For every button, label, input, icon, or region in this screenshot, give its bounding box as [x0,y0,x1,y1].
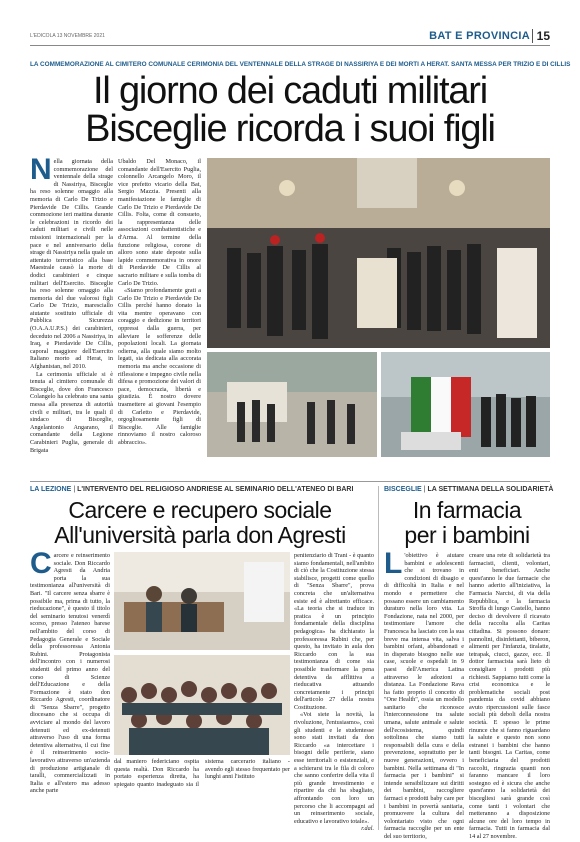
page-number: 15 [532,29,550,43]
article3-col2-text: creare una rete di solidarietà tra farmacisti, clienti, volontari, enti beneficiari. Anche quest'anno le due farmacie che hanno aderito all'iniziativa, la Farmacia Narcisi, di via della Repubblica, e la farmacia Stroffa di lungo Castello, hanno deciso di devolvere il ricavato della raccolta alla Caritas cittadina. Si possono donare: pannolini, disinfettanti, biberon, alimenti per l'infanzia, tiralatte, tetrapak, ciucci, gazze, ecc. Il dottor farmacista sarà lieto di consigliare i prodotti più richiesti. Sappiamo tutti come la crisi economica e le problematiche sociali post pandemia da covid abbiano avuto ripercussioni sulle fasce sociali più deboli della nostra società. E spesso le prime rinunce che si fanno riguardano la salute e questo non sono estranei i bambini che hanno tanti bisogni. La Caritas, come beneficiaria del prodotti raccolti, ringrazia quanti non faranno mancare il loro sostegno ed è sicura che anche quest'anno la solidarietà dei biscegliesi sarà grande così come tanti i volontari che metteranno a disposizione alcune ore del loro tempo in farmacia. Tutti in farmacia dal 14 al 27 novembre. [469,552,550,840]
main-kicker-text: AL CIMITERO COMUNALE CERIMONIA DEL VENTENNALE DELLA STRAGE DI NASSIRIYA E DEI MORTI A HERAT. SANTA MESSA PER TRIZIO E DI CILLIS [105,61,571,68]
main-col2-text: Ubaldo Del Monaco, il comandante dell'Esercito Puglia, colonnello Arcangelo Moro, il vice prefetto vicario della Bat, Sergio Mazzia. Presenti alla manifestazione le famiglie di Carlo De Trizio e Pierdavide De Cillis. Folta, come di consueto, la rappresentanza delle associazioni combattentistiche e d'Arma. Al termine della funzione religiosa, corone di alloro sono state deposte sulla lapide commemorativa in onore di Pierdavide De Cillis al sacrario militare e sulla tomba di Carlo De Trizio. [118,158,201,287]
section-divider [30,481,550,482]
article2-column-2 [294,552,374,833]
main-col1-text: ella giornata della commemorazione del ventennale della strage di Nassiriya, Bisceglie ha reso solenne omaggio alla memoria di Carlo De Trizio e Pierdavide De Cillis. Grande commozione ieri mattina durante le celebrazioni in ricordo dei caduti militari e civili nelle missioni internazionali per la pace e nel anniversario della strage di Nassiriya nella quale un attentato terroristico alla base Maestrale causò la morte di dodici carabinieri e cinque militari dell'Esercito. Bisceglie ha reso solenne omaggio alla memoria del due valorosi figli Carlo De Trizio, maresciallo aiutante sostituto ufficiale di Pubblica Sicurezza (O.A.A.U.P.S.) dei carabinieri, deceduto nel 2006 a Nassiriya, in Iraq, e Pierdavide De Cillis, caporal maggiore dell'Esercito Italiano morto ad Herat, in Afghanistan, nel 2010. [30,158,113,371]
page-header [30,28,550,46]
main-headline-line2: Bisceglie ricorda i suoi figli [85,108,495,150]
main-dropcap: N [30,153,52,186]
article2-bottom-text [114,758,290,830]
main-headline [30,72,550,148]
article3-kicker: BISCEGLIE | LA SETTIMANA DELLA SOLIDARIETÀ [384,486,554,493]
seminar-photo-1 [114,552,290,650]
article2-bottom-paragraph: dal maniero federiciano ospita questa realtà. Don Riccardo ha portato esperienza diretta, ha spiegato quanto inadeguato sia il sistema carcerario italiano - avendo egli stesso frequentato per lunghi anni l'istituto [114,758,290,788]
seminar-photo-2 [114,655,290,755]
main-column-2 [118,158,201,478]
cemetery-photo-right [381,352,550,457]
article2-headline [30,498,370,548]
article2-kicker: LA LEZIONE | L'INTERVENTO DEL RELIGIOSO ANDRIESE AL SEMINARIO DELL'ATENEO DI BARI [30,486,354,493]
article3-headline-line2: per i bambini [404,522,530,548]
article3-headline [384,498,550,548]
main-col2b-text: «Siamo profondamente grati a Carlo De Trizio e Pierdavide De Cillis perché hanno donato la vita mentre operavano con coraggio e dedizione in territori oppressi dalla guerra, per alleviare le sofferenze delle popolazioni locali. La giornata odierna, alla quale siamo molto legati, sia dedicata alla accorata memoria ma anche occasione di riflessione e impegno civile nella difesa e promozione dei valori di pace, democrazia, libertà e giustizia. È nostro dovere trasmettere ai giovani l'esempio di Carletto e Pierdavide, orgogliosamente figli di Bisceglie. Alle famiglie rinnoviamo il nostro caloroso abbraccio». [118,287,201,446]
article3-col1-text: 'obiettivo è aiutare bambini e adolescenti che si trovano in condizioni di disagio e di difficoltà in Italia e nel mondo e permettere che possano essere un cambiamento duraturo nella loro vita. La Fondazione, nata nel 2000, per testimoniare l'amore che Francesca ha lasciato con la sua breve ma intensa vita, salva i bambini orfani, abbandonati e in disperato bisogno nelle sue case, scuole e ospedali in 9 paesi dell'America Latina attraverso le adozioni a distanza. La Fondazione Rava ha fatto proprio il concetto di "One Health", ossia un modello sanitario che riconosce l'interconnessione tra salute umana, salute animale e salute dell'ecosistema, quindi sottolinea che siamo tutti responsabili della cura e della prevenzione, soprattutto per le nuove generazioni, ovvero i bambini. Nella settimana di "In farmacia per i bambini" si intende sensibilizzare sui diritti dei bambini, raccogliere farmaci e prodotti baby care per i bambini in povertà sanitaria, promuovere la cultura del volontariato visto che ogni farmacia raccoglie per un ente del suo territorio, [384,552,464,840]
main-headline-line1: Il giorno dei caduti militari [93,70,487,112]
article2-col2b-text: «Voi siete la novità, la rivoluzione, l'entusiasmo», così gli studenti e le studentesse sono stati invitati da don Riccardo «a intercettare i bisogni delle periferie, siano esse territoriali o esistenziali, e a schierarsi tra le fila di coloro che sanno conferire della vita il più grande investimento e ripartire da chi ha sbagliato, affrontando con loro un percorso che li accompagni ad un reinserimento sociale, educativo e lavorativo totale». [294,711,374,825]
article2-kicker-text: L'INTERVENTO DEL RELIGIOSO ANDRIESE AL SEMINARIO DELL'ATENEO DI BARI [77,486,354,493]
article2-col2-text: penitenziario di Trani - è quanto siamo fondamentali, nell'ambito di ciò che la Costituzione stessa stabilisce, progetti come quello di "Senza Sbarre", prova concreta che un'alternativa esiste ed è altrettanto efficace. «La teoria che si traduce in pratica è un principio fondamentale della disciplina pedagogica» ha dichiarato la professoressa Rubini che, per questo, ha invitato in aula don Riccardo con la sua testimonianza di come sia possibile trasformare la pena detentiva da afflittiva a rieducativa attuando concretamente i principi dell'articolo 27 della nostra Costituzione. [294,552,374,711]
article2-col1-text: arcere e reinserimento sociale. Don Riccardo Agresti da Andria porta la sua testimonianza all'università di Bari. "Il carcere senza sbarre è possibile ma, prima di tutto, la rieducazione", è questo il titolo del seminario tenutosi venerdì scorso, presso l'ateneo barese nell'ambito del corso di Pedagogia Generale e Sociale della professoressa Antonia Rubini. Protagonista dell'incontro con i numerosi studenti del primo anno del corso di Scienze dell'Educazione e della Formazione è stato don Riccardo Agresti, coordinatore di "Senza Sbarre", progetto diocesano che si occupa di avviciare al mondo del lavoro detenuti ed ex-detenuti attraverso l'uso di una forma detentiva alternativa, il cui fine è il reinserimento socio-lavorativo attraverso un'azienda di produzione artigianale di taralli, commercializzati in Italia e all'estero ma adesso anche parte [30,552,110,795]
section-title: BAT E PROVINCIA [429,30,530,42]
main-col1b-text: La cerimonia ufficiale si è tenuta al cimitero comunale di Bisceglie, dove don Francesco Colangelo ha celebrato una santa messa alla presenza di autorità civili e militari, tra le quali il sindaco di Bisceglie, Angelantonio Angarano, il comandante della Legione Carabinieri Puglia, generale di Brigata [30,370,113,454]
article3-column-2 [469,552,550,840]
article3-column-1 [384,547,464,840]
article3-headline-line1: In farmacia [412,497,522,523]
article2-dropcap: C [30,547,52,580]
ceremony-photo-main [207,158,550,348]
article3-dropcap: L [384,547,403,580]
article2-headline-line1: Carcere e recupero sociale [68,497,332,523]
article2-kicker-tag: LA LEZIONE [30,486,72,493]
article2-signature: r.dal. [361,825,374,833]
article3-kicker-tag: BISCEGLIE [384,486,422,493]
main-column-1 [30,153,113,478]
main-kicker-tag: LA COMMEMORAZIONE [30,61,104,68]
article2-column-1 [30,547,110,830]
main-kicker [30,61,571,68]
article3-kicker-text: LA SETTIMANA DELLA SOLIDARIETÀ [427,486,554,493]
vertical-divider [378,486,379,830]
publication-date: L'EDICOLA 13 NOVEMBRE 2021 [30,33,105,39]
cemetery-photo-left [207,352,377,457]
article2-headline-line2: All'università parla don Agresti [54,522,346,548]
